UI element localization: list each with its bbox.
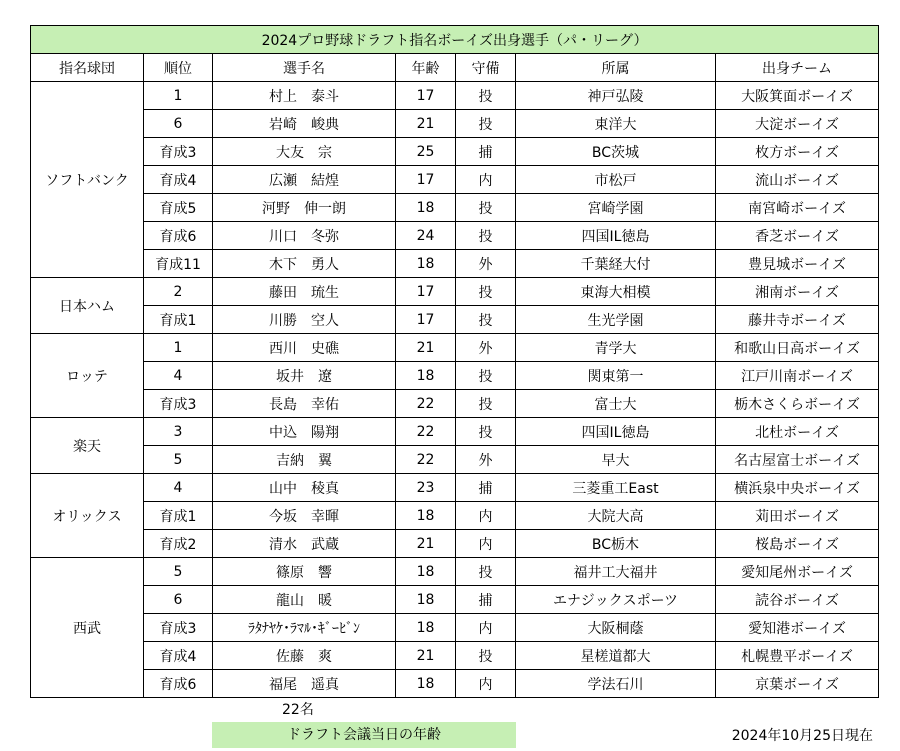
rank-cell: 育成6 [144, 222, 213, 250]
origin-team-cell: 札幌豊平ボーイズ [716, 642, 879, 670]
age-cell: 18 [396, 194, 456, 222]
position-cell: 捕 [456, 586, 516, 614]
origin-team-cell: 京葉ボーイズ [716, 670, 879, 698]
player-name-cell: 山中 稜真 [213, 474, 396, 502]
affiliation-cell: エナジックスポーツ [516, 586, 716, 614]
team-cell: ソフトバンク [31, 82, 144, 278]
age-cell: 18 [396, 362, 456, 390]
player-name-cell: 河野 伸一朗 [213, 194, 396, 222]
affiliation-cell: BC栃木 [516, 530, 716, 558]
age-cell: 25 [396, 138, 456, 166]
origin-team-cell: 湘南ボーイズ [716, 278, 879, 306]
rank-cell: 1 [144, 82, 213, 110]
affiliation-cell: 東洋大 [516, 110, 716, 138]
table-row [31, 194, 879, 222]
age-cell: 23 [396, 474, 456, 502]
player-name-cell: ﾗﾀﾅﾔｹ･ﾗﾏﾙ･ｷﾞｰﾋﾞﾝ [213, 614, 396, 642]
origin-team-cell: 桜島ボーイズ [716, 530, 879, 558]
team-cell: 楽天 [31, 418, 144, 474]
position-cell: 投 [456, 306, 516, 334]
team-cell: 西武 [31, 558, 144, 698]
origin-team-cell: 横浜泉中央ボーイズ [716, 474, 879, 502]
player-name-cell: 西川 史礁 [213, 334, 396, 362]
position-cell: 投 [456, 110, 516, 138]
affiliation-cell: BC茨城 [516, 138, 716, 166]
position-cell: 投 [456, 194, 516, 222]
age-cell: 18 [396, 502, 456, 530]
table-row [31, 306, 879, 334]
origin-team-cell: 南宮崎ボーイズ [716, 194, 879, 222]
origin-team-cell: 大淀ボーイズ [716, 110, 879, 138]
table-row [31, 166, 879, 194]
origin-team-cell: 藤井寺ボーイズ [716, 306, 879, 334]
header-rank: 順位 [144, 54, 213, 82]
table-row [31, 670, 879, 698]
table-row [31, 362, 879, 390]
origin-team-cell: 栃木さくらボーイズ [716, 390, 879, 418]
table-row [31, 334, 879, 362]
header-age: 年齢 [396, 54, 456, 82]
age-cell: 21 [396, 110, 456, 138]
position-cell: 内 [456, 670, 516, 698]
age-cell: 17 [396, 306, 456, 334]
affiliation-cell: 星槎道都大 [516, 642, 716, 670]
table-row [31, 530, 879, 558]
position-cell: 投 [456, 418, 516, 446]
position-cell: 外 [456, 446, 516, 474]
age-cell: 22 [396, 390, 456, 418]
position-cell: 捕 [456, 474, 516, 502]
player-name-cell: 大友 宗 [213, 138, 396, 166]
player-name-cell: 広瀬 結煌 [213, 166, 396, 194]
header-affiliation: 所属 [516, 54, 716, 82]
table-row [31, 390, 879, 418]
position-cell: 内 [456, 614, 516, 642]
table-row [31, 138, 879, 166]
draft-table [30, 25, 879, 698]
origin-team-cell: 江戸川南ボーイズ [716, 362, 879, 390]
header-position: 守備 [456, 54, 516, 82]
origin-team-cell: 北杜ボーイズ [716, 418, 879, 446]
table-row [31, 558, 879, 586]
position-cell: 投 [456, 558, 516, 586]
rank-cell: 3 [144, 418, 213, 446]
rank-cell: 育成1 [144, 502, 213, 530]
table-row [31, 586, 879, 614]
position-cell: 投 [456, 222, 516, 250]
origin-team-cell: 読谷ボーイズ [716, 586, 879, 614]
rank-cell: 育成5 [144, 194, 213, 222]
player-name-cell: 藤田 琉生 [213, 278, 396, 306]
affiliation-cell: 生光学園 [516, 306, 716, 334]
total-count: 22名 [282, 702, 314, 718]
age-cell: 18 [396, 670, 456, 698]
player-name-cell: 龍山 暖 [213, 586, 396, 614]
affiliation-cell: 富士大 [516, 390, 716, 418]
affiliation-cell: 三菱重工East [516, 474, 716, 502]
affiliation-cell: 四国IL徳島 [516, 222, 716, 250]
table-row [31, 418, 879, 446]
team-cell: ロッテ [31, 334, 144, 418]
rank-cell: 育成3 [144, 138, 213, 166]
header-origin-team: 出身チーム [716, 54, 879, 82]
origin-team-cell: 枚方ボーイズ [716, 138, 879, 166]
rank-cell: 5 [144, 446, 213, 474]
origin-team-cell: 豊見城ボーイズ [716, 250, 879, 278]
age-cell: 18 [396, 250, 456, 278]
origin-team-cell: 香芝ボーイズ [716, 222, 879, 250]
rank-cell: 4 [144, 474, 213, 502]
age-cell: 21 [396, 530, 456, 558]
rank-cell: 育成2 [144, 530, 213, 558]
player-name-cell: 佐藤 爽 [213, 642, 396, 670]
player-name-cell: 吉納 翼 [213, 446, 396, 474]
age-cell: 18 [396, 586, 456, 614]
table-row [31, 110, 879, 138]
origin-team-cell: 愛知尾州ボーイズ [716, 558, 879, 586]
age-cell: 21 [396, 334, 456, 362]
table-row [31, 642, 879, 670]
affiliation-cell: 宮崎学園 [516, 194, 716, 222]
table-row [31, 82, 879, 110]
age-cell: 21 [396, 642, 456, 670]
age-cell: 18 [396, 614, 456, 642]
player-name-cell: 篠原 響 [213, 558, 396, 586]
origin-team-cell: 苅田ボーイズ [716, 502, 879, 530]
position-cell: 投 [456, 362, 516, 390]
table-row [31, 222, 879, 250]
affiliation-cell: 市松戸 [516, 166, 716, 194]
age-cell: 17 [396, 278, 456, 306]
table-row [31, 614, 879, 642]
player-name-cell: 今坂 幸暉 [213, 502, 396, 530]
rank-cell: 2 [144, 278, 213, 306]
position-cell: 内 [456, 530, 516, 558]
table-row [31, 502, 879, 530]
position-cell: 投 [456, 642, 516, 670]
rank-cell: 育成11 [144, 250, 213, 278]
affiliation-cell: 早大 [516, 446, 716, 474]
rank-cell: 6 [144, 110, 213, 138]
player-name-cell: 木下 勇人 [213, 250, 396, 278]
player-name-cell: 坂井 遼 [213, 362, 396, 390]
age-cell: 17 [396, 166, 456, 194]
rank-cell: 育成4 [144, 642, 213, 670]
age-cell: 22 [396, 446, 456, 474]
rank-cell: 育成3 [144, 614, 213, 642]
age-cell: 18 [396, 558, 456, 586]
affiliation-cell: 青学大 [516, 334, 716, 362]
rank-cell: 育成3 [144, 390, 213, 418]
as-of-date: 2024年10月25日現在 [731, 728, 873, 744]
table-title: 2024プロ野球ドラフト指名ボーイズ出身選手（パ・リーグ） [31, 26, 879, 54]
rank-cell: 1 [144, 334, 213, 362]
player-name-cell: 長島 幸佑 [213, 390, 396, 418]
origin-team-cell: 和歌山日高ボーイズ [716, 334, 879, 362]
player-name-cell: 中込 陽翔 [213, 418, 396, 446]
origin-team-cell: 愛知港ボーイズ [716, 614, 879, 642]
position-cell: 内 [456, 502, 516, 530]
origin-team-cell: 大阪箕面ボーイズ [716, 82, 879, 110]
affiliation-cell: 東海大相模 [516, 278, 716, 306]
player-name-cell: 川勝 空人 [213, 306, 396, 334]
team-cell: 日本ハム [31, 278, 144, 334]
position-cell: 投 [456, 278, 516, 306]
age-cell: 17 [396, 82, 456, 110]
rank-cell: 育成1 [144, 306, 213, 334]
player-name-cell: 村上 泰斗 [213, 82, 396, 110]
title-row [31, 26, 879, 54]
affiliation-cell: 千葉経大付 [516, 250, 716, 278]
player-name-cell: 岩崎 峻典 [213, 110, 396, 138]
origin-team-cell: 流山ボーイズ [716, 166, 879, 194]
affiliation-cell: 大阪桐蔭 [516, 614, 716, 642]
table-row [31, 250, 879, 278]
rank-cell: 6 [144, 586, 213, 614]
position-cell: 内 [456, 166, 516, 194]
affiliation-cell: 関東第一 [516, 362, 716, 390]
position-cell: 投 [456, 390, 516, 418]
rank-cell: 4 [144, 362, 213, 390]
age-cell: 24 [396, 222, 456, 250]
age-cell: 22 [396, 418, 456, 446]
player-name-cell: 清水 武蔵 [213, 530, 396, 558]
rank-cell: 育成4 [144, 166, 213, 194]
player-name-cell: 川口 冬弥 [213, 222, 396, 250]
header-team: 指名球団 [31, 54, 144, 82]
position-cell: 捕 [456, 138, 516, 166]
table-row [31, 446, 879, 474]
position-cell: 外 [456, 334, 516, 362]
position-cell: 外 [456, 250, 516, 278]
affiliation-cell: 大院大高 [516, 502, 716, 530]
player-name-cell: 福尾 遥真 [213, 670, 396, 698]
header-row [31, 54, 879, 82]
affiliation-cell: 学法石川 [516, 670, 716, 698]
position-cell: 投 [456, 82, 516, 110]
age-note: ドラフト会議当日の年齢 [212, 722, 516, 748]
team-cell: オリックス [31, 474, 144, 558]
origin-team-cell: 名古屋富士ボーイズ [716, 446, 879, 474]
table-row [31, 474, 879, 502]
rank-cell: 5 [144, 558, 213, 586]
affiliation-cell: 四国IL徳島 [516, 418, 716, 446]
header-name: 選手名 [213, 54, 396, 82]
rank-cell: 育成6 [144, 670, 213, 698]
affiliation-cell: 神戸弘陵 [516, 82, 716, 110]
affiliation-cell: 福井工大福井 [516, 558, 716, 586]
table-row [31, 278, 879, 306]
